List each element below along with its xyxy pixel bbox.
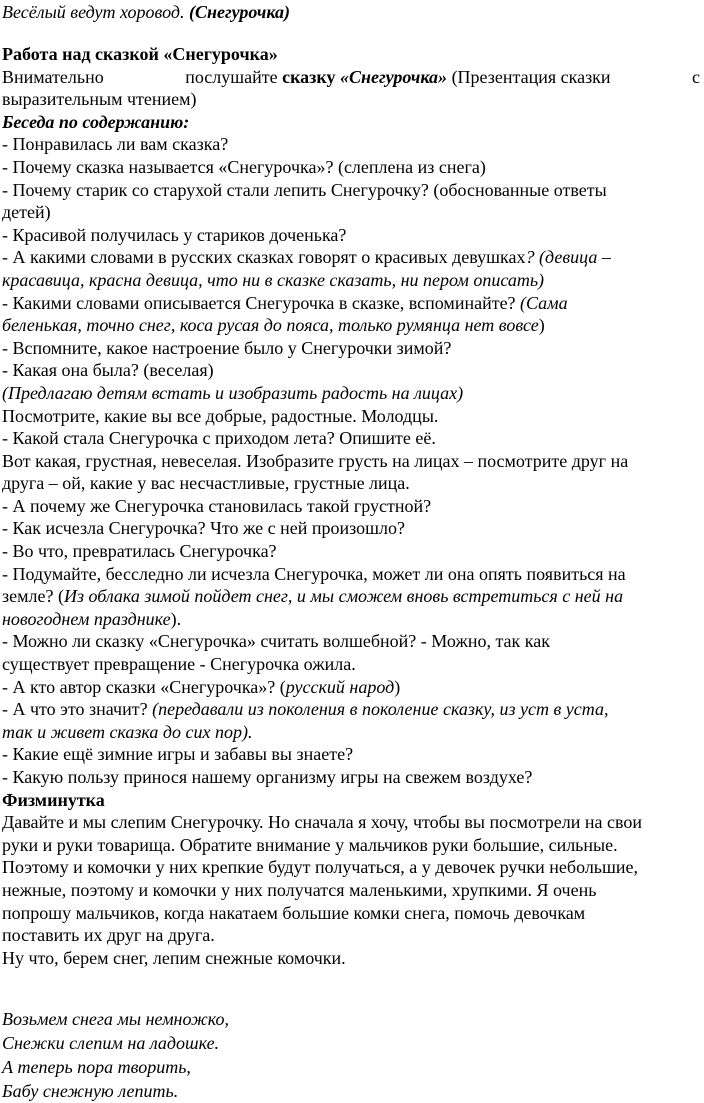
statement-line: Вот какая, грустная, невеселая. Изобразите грусть на лицах – посмотрите друг на	[2, 450, 629, 471]
question-line: - Красивой получилась у стариков доченька?	[2, 224, 347, 245]
question-line: - Какой стала Снегурочка с приходом лета? Опишите её.	[2, 428, 436, 449]
conversation-heading: Беседа по содержанию:	[2, 111, 190, 132]
answer-line: новогоднем празднике).	[2, 608, 182, 629]
intro-word: Внимательно	[2, 66, 104, 87]
section-title: Работа над сказкой «Снегурочка»	[2, 44, 278, 64]
physminute-line: руки и руки товарища. Обратите внимание у мальчиков руки большие, сильные.	[2, 834, 618, 855]
physminute-line: Поэтому и комочки у них крепкие будут получаться, а у девочек ручки небольшие,	[2, 857, 639, 878]
instruction-line: Ну что, берем снег, лепим снежные комочки.	[2, 947, 346, 968]
answer-line: так и живет сказка до сих пор).	[2, 721, 253, 742]
question-line: земле? (Из облака зимой пойдет снег, и мы сможем вновь встретиться с ней на	[2, 586, 624, 607]
question-line: - Почему сказка называется «Снегурочка»? (слеплена из снега)	[2, 156, 486, 177]
song-role: (Снегурочка)	[188, 2, 290, 22]
physminute-line: нежные, поэтому и комочки у них получатся маленькими, хрупкими. Я очень	[2, 879, 597, 900]
question-line: - Вспомните, какое настроение было у Снегурочки зимой?	[2, 337, 452, 358]
intro-phrase: послушайте сказку «Снегурочка» (Презентация сказки	[185, 66, 611, 87]
spacer	[2, 969, 700, 1007]
physminute-line: поставить их друг на друга.	[2, 925, 215, 946]
question-line: - А кто автор сказки «Снегурочка»? (русский народ)	[2, 676, 401, 697]
document-page	[2, 0, 700, 1103]
question-line: - А что это значит? (передавали из поколения в поколение сказку, из уст в уста,	[2, 699, 609, 720]
answer-line: красавица, красна девица, что ни в сказке сказать, ни пером описать)	[2, 269, 545, 290]
question-line: - Как исчезла Снегурочка? Что же с ней произошло?	[2, 518, 406, 539]
poem-line: Возьмем снега мы немножко,	[2, 1009, 230, 1030]
poem-line: А теперь пора творить,	[2, 1057, 191, 1078]
intro-tale-word: сказку	[282, 66, 336, 87]
teacher-note: (Предлагаю детям встать и изобразить радость на лицах)	[2, 382, 464, 403]
song-line: Весёлый ведут хоровод.	[2, 2, 189, 22]
intro-line-2: выразительным чтением)	[2, 89, 197, 110]
question-line: - Понравилась ли вам сказка?	[2, 134, 229, 155]
question-line: - Можно ли сказку «Снегурочка» считать волшебной? - Можно, так как	[2, 631, 550, 652]
question-line: - А почему же Снегурочка становилась такой грустной?	[2, 495, 432, 516]
poem	[2, 1007, 700, 1103]
physminute-line: попрошу мальчиков, когда накатаем большие комки снега, помочь девочкам	[2, 902, 586, 923]
poem-line: Бабу снежную лепить.	[2, 1081, 179, 1102]
question-line: - Во что, превратилась Снегурочка?	[2, 541, 277, 562]
intro-line-1	[2, 66, 700, 89]
question-line: - Почему старик со старухой стали лепить Снегурочку? (обоснованные ответы	[2, 179, 607, 200]
physminute-heading: Физминутка	[2, 789, 105, 810]
statement-line: друга – ой, какие у вас несчастливые, грустные лица.	[2, 473, 410, 494]
question-line: - Какие ещё зимние игры и забавы вы знаете?	[2, 744, 354, 765]
poem-line: Снежки слепим на ладошке.	[2, 1033, 220, 1054]
question-line: - Какую пользу принося нашему организму игры на свежем воздухе?	[2, 767, 533, 787]
intro-word: с	[692, 66, 700, 87]
statement-line: Посмотрите, какие вы все добрые, радостные. Молодцы.	[2, 405, 439, 426]
top-line	[2, 0, 700, 24]
question-line: детей)	[2, 202, 51, 223]
question-line: - Какими словами описывается Снегурочка в сказке, вспоминайте? (Сама	[2, 292, 568, 313]
intro-tale-title: «Снегурочка»	[340, 66, 448, 87]
spacer	[2, 24, 700, 43]
answer-line: беленькая, точно снег, коса русая до пояса, только румянца нет вовсе)	[2, 315, 545, 336]
question-line: - Подумайте, бесследно ли исчезла Снегурочка, может ли она опять появиться на	[2, 563, 626, 584]
question-line: существует превращение - Снегурочка ожила.	[2, 654, 356, 675]
physminute-line: Давайте и мы слепим Снегурочку. Но сначала я хочу, чтобы вы посмотрели на свои	[2, 812, 643, 833]
question-line: - Какая она была? (веселая)	[2, 360, 214, 381]
question-line: - А какими словами в русских сказках говорят о красивых девушках? (девица –	[2, 247, 611, 268]
